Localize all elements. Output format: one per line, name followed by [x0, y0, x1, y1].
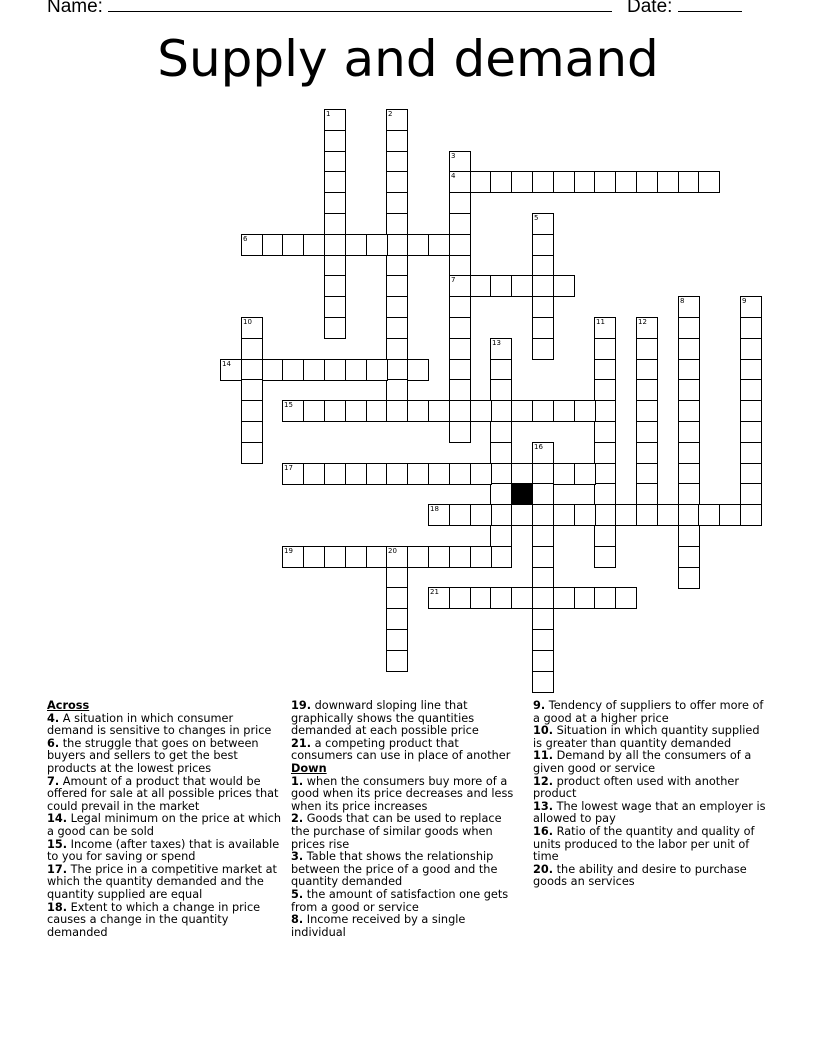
grid-cell[interactable]: [490, 359, 512, 381]
grid-cell[interactable]: [511, 587, 533, 609]
grid-cell[interactable]: [262, 359, 284, 381]
grid-cell[interactable]: [490, 525, 512, 547]
grid-cell[interactable]: [386, 567, 408, 589]
grid-cell[interactable]: [574, 400, 596, 422]
grid-cell[interactable]: [553, 171, 575, 193]
grid-cell[interactable]: [449, 400, 471, 422]
across-heading: Across: [47, 699, 90, 712]
grid-cell[interactable]: [449, 234, 471, 256]
grid-cell[interactable]: [262, 234, 284, 256]
grid-cell[interactable]: [532, 504, 554, 526]
across-clue: 17. The price in a competitive market at which the quantity demanded and the quantity supplied are equal: [47, 862, 277, 901]
grid-cell[interactable]: [532, 234, 554, 256]
grid-cell[interactable]: [490, 379, 512, 401]
grid-cell[interactable]: [386, 379, 408, 401]
grid-cell[interactable]: [740, 483, 762, 505]
grid-cell[interactable]: [636, 400, 658, 422]
grid-cell[interactable]: [678, 400, 700, 422]
grid-cell[interactable]: [657, 504, 679, 526]
black-cell: [511, 483, 533, 505]
grid-cell[interactable]: [386, 130, 408, 152]
clue-number: 2: [388, 110, 393, 118]
grid-cell[interactable]: [324, 275, 346, 297]
grid-cell[interactable]: [678, 525, 700, 547]
grid-cell[interactable]: [532, 338, 554, 360]
grid-cell[interactable]: [490, 442, 512, 464]
grid-cell[interactable]: [532, 650, 554, 672]
grid-cell[interactable]: [532, 567, 554, 589]
grid-cell[interactable]: [678, 421, 700, 443]
grid-cell[interactable]: [740, 359, 762, 381]
grid-cell[interactable]: [719, 504, 741, 526]
grid-cell[interactable]: [532, 400, 554, 422]
grid-cell[interactable]: [470, 400, 492, 422]
grid-cell[interactable]: [241, 359, 263, 381]
grid-cell[interactable]: [678, 463, 700, 485]
down-clue: 13. The lowest wage that an employer is allowed to pay: [533, 799, 766, 826]
grid-cell[interactable]: [470, 275, 492, 297]
across-clue: 19. downward sloping line that graphically shows the quantities demanded at each possible price: [291, 699, 479, 738]
grid-cell[interactable]: [303, 359, 325, 381]
grid-cell[interactable]: [241, 338, 263, 360]
grid-cell[interactable]: [386, 338, 408, 360]
down-heading: Down: [291, 761, 327, 775]
grid-cell[interactable]: [615, 587, 637, 609]
grid-cell[interactable]: [407, 463, 429, 485]
grid-cell[interactable]: [657, 171, 679, 193]
grid-cell[interactable]: [241, 421, 263, 443]
grid-cell[interactable]: [511, 463, 533, 485]
grid-cell[interactable]: [490, 546, 512, 568]
down-clue: 20. the ability and desire to purchase goods an services: [533, 862, 747, 889]
grid-cell[interactable]: [366, 400, 388, 422]
grid-cell[interactable]: [449, 338, 471, 360]
grid-cell[interactable]: [553, 400, 575, 422]
across-clue: 18. Extent to which a change in price causes a change in the quantity demanded: [47, 900, 261, 939]
grid-cell[interactable]: [324, 234, 346, 256]
clue-number: 5: [534, 214, 539, 222]
grid-cell[interactable]: [449, 504, 471, 526]
grid-cell[interactable]: [553, 587, 575, 609]
grid-cell[interactable]: [386, 629, 408, 651]
across-clue: 14. Legal minimum on the price at which a good can be sold: [47, 812, 282, 838]
grid-cell[interactable]: [324, 296, 346, 318]
grid-cell[interactable]: [345, 234, 367, 256]
clue-number: 15: [284, 401, 293, 409]
grid-cell[interactable]: [532, 608, 554, 630]
grid-cell[interactable]: [324, 213, 346, 235]
grid-cell[interactable]: [574, 587, 596, 609]
grid-cell[interactable]: [470, 587, 492, 609]
grid-cell[interactable]: [740, 504, 762, 526]
grid-cell[interactable]: [470, 463, 492, 485]
grid-cell[interactable]: [511, 504, 533, 526]
grid-cell[interactable]: [678, 504, 700, 526]
grid-cell[interactable]: [449, 546, 471, 568]
grid-cell[interactable]: [490, 463, 512, 485]
grid-cell[interactable]: [594, 463, 616, 485]
grid-cell[interactable]: [324, 255, 346, 277]
grid-cell[interactable]: [490, 483, 512, 505]
grid-cell[interactable]: [740, 421, 762, 443]
grid-cell[interactable]: [615, 504, 637, 526]
clues-column-3: [533, 700, 769, 889]
down-clue: 8. Income received by a single individual: [291, 913, 466, 939]
down-clue: 5. the amount of satisfaction one gets from a good or service: [291, 887, 509, 914]
grid-cell[interactable]: [594, 171, 616, 193]
clue-number: 14: [222, 360, 231, 368]
across-clue: 7. Amount of a product that would be offered for sale at all possible prices that could prevail in the market: [47, 774, 279, 813]
page-title: Supply and demand: [157, 30, 659, 88]
clue-number: 6: [243, 235, 248, 243]
grid-cell[interactable]: [740, 338, 762, 360]
grid-cell[interactable]: [449, 192, 471, 214]
grid-cell[interactable]: [532, 275, 554, 297]
grid-cell[interactable]: [449, 421, 471, 443]
grid-cell[interactable]: [241, 442, 263, 464]
grid-cell[interactable]: [345, 546, 367, 568]
grid-cell[interactable]: [428, 463, 450, 485]
down-clue: 2. Goods that can be used to replace the purchase of similar goods when prices rise: [291, 812, 502, 851]
grid-cell[interactable]: [678, 567, 700, 589]
grid-cell[interactable]: [303, 546, 325, 568]
grid-cell[interactable]: [470, 504, 492, 526]
grid-cell[interactable]: [740, 463, 762, 485]
grid-cell[interactable]: [636, 504, 658, 526]
grid-cell[interactable]: [678, 338, 700, 360]
clue-number: 17: [284, 464, 293, 472]
across-clue: 4. A situation in which consumer demand is sensitive to changes in price: [47, 711, 272, 738]
grid-cell[interactable]: [366, 359, 388, 381]
clues-column-1: [47, 700, 283, 939]
grid-cell[interactable]: [386, 213, 408, 235]
grid-cell[interactable]: [553, 275, 575, 297]
grid-cell[interactable]: [636, 338, 658, 360]
grid-cell[interactable]: [574, 171, 596, 193]
grid-cell[interactable]: [386, 234, 408, 256]
grid-cell[interactable]: [532, 546, 554, 568]
grid-cell[interactable]: [615, 171, 637, 193]
grid-cell[interactable]: [594, 379, 616, 401]
grid-cell[interactable]: [490, 504, 512, 526]
grid-cell[interactable]: [594, 338, 616, 360]
grid-cell[interactable]: [490, 421, 512, 443]
grid-cell[interactable]: [386, 650, 408, 672]
grid-cell[interactable]: [366, 463, 388, 485]
grid-cell[interactable]: [678, 317, 700, 339]
grid-cell[interactable]: [282, 234, 304, 256]
grid-cell[interactable]: [636, 171, 658, 193]
grid-cell[interactable]: [532, 587, 554, 609]
grid-cell[interactable]: [678, 171, 700, 193]
clues-column-2: [291, 700, 523, 939]
grid-cell[interactable]: [449, 587, 471, 609]
grid-cell[interactable]: [449, 317, 471, 339]
grid-cell[interactable]: [324, 192, 346, 214]
grid-cell[interactable]: [678, 359, 700, 381]
grid-cell[interactable]: [324, 546, 346, 568]
clue-number: 18: [430, 505, 439, 513]
grid-cell[interactable]: [594, 421, 616, 443]
across-clue: 15. Income (after taxes) that is available to you for saving or spend: [47, 837, 280, 864]
clue-number: 16: [534, 443, 543, 451]
clue-number: 11: [596, 318, 605, 326]
grid-cell[interactable]: [324, 463, 346, 485]
clue-number: 7: [451, 276, 456, 284]
grid-cell[interactable]: [740, 379, 762, 401]
grid-cell[interactable]: [636, 379, 658, 401]
grid-cell[interactable]: [428, 546, 450, 568]
grid-cell[interactable]: [386, 463, 408, 485]
clue-number: 13: [492, 339, 501, 347]
grid-cell[interactable]: [345, 463, 367, 485]
clue-number: 8: [680, 297, 685, 305]
grid-cell[interactable]: [740, 317, 762, 339]
grid-cell[interactable]: [594, 400, 616, 422]
grid-cell[interactable]: [241, 400, 263, 422]
grid-cell[interactable]: [678, 442, 700, 464]
grid-cell[interactable]: [553, 463, 575, 485]
grid-cell[interactable]: [366, 234, 388, 256]
grid-cell[interactable]: [324, 171, 346, 193]
grid-cell[interactable]: [303, 400, 325, 422]
grid-cell[interactable]: [636, 359, 658, 381]
clue-number: 12: [638, 318, 647, 326]
clue-number: 10: [243, 318, 252, 326]
grid-cell[interactable]: [594, 442, 616, 464]
grid-cell[interactable]: [511, 400, 533, 422]
grid-cell[interactable]: [490, 171, 512, 193]
down-clue: 10. Situation in which quantity supplied is greater than quantity demanded: [533, 724, 760, 750]
grid-cell[interactable]: [324, 400, 346, 422]
grid-cell[interactable]: [303, 234, 325, 256]
grid-cell[interactable]: [740, 442, 762, 464]
clue-number: 19: [284, 547, 293, 555]
grid-cell[interactable]: [574, 463, 596, 485]
grid-cell[interactable]: [594, 483, 616, 505]
grid-cell[interactable]: [490, 587, 512, 609]
grid-cell[interactable]: [428, 400, 450, 422]
grid-cell[interactable]: [511, 275, 533, 297]
grid-cell[interactable]: [386, 608, 408, 630]
grid-cell[interactable]: [678, 379, 700, 401]
grid-cell[interactable]: [386, 587, 408, 609]
clue-number: 9: [742, 297, 747, 305]
grid-cell[interactable]: [594, 504, 616, 526]
down-clue: 12. product often used with another product: [533, 774, 739, 801]
grid-cell[interactable]: [740, 400, 762, 422]
grid-cell[interactable]: [386, 359, 408, 381]
grid-cell[interactable]: [698, 171, 720, 193]
clue-number: 4: [451, 172, 456, 180]
grid-cell[interactable]: [698, 504, 720, 526]
grid-cell[interactable]: [303, 463, 325, 485]
grid-cell[interactable]: [594, 546, 616, 568]
grid-cell[interactable]: [574, 504, 596, 526]
grid-cell[interactable]: [532, 296, 554, 318]
clue-number: 20: [388, 547, 397, 555]
grid-cell[interactable]: [407, 359, 429, 381]
grid-cell[interactable]: [449, 296, 471, 318]
grid-cell[interactable]: [490, 400, 512, 422]
grid-cell[interactable]: [345, 400, 367, 422]
grid-cell[interactable]: [532, 671, 554, 693]
grid-cell[interactable]: [594, 587, 616, 609]
grid-cell[interactable]: [449, 213, 471, 235]
grid-cell[interactable]: [532, 483, 554, 505]
grid-cell[interactable]: [553, 504, 575, 526]
grid-cell[interactable]: [511, 171, 533, 193]
grid-cell[interactable]: [449, 359, 471, 381]
clue-number: 21: [430, 588, 439, 596]
grid-cell[interactable]: [386, 192, 408, 214]
grid-cell[interactable]: [449, 255, 471, 277]
grid-cell[interactable]: [532, 629, 554, 651]
grid-cell[interactable]: [636, 463, 658, 485]
grid-cell[interactable]: [324, 317, 346, 339]
down-clue: 9. Tendency of suppliers to offer more of a good at a higher price: [533, 699, 764, 725]
clue-number: 3: [451, 152, 456, 160]
grid-cell[interactable]: [470, 546, 492, 568]
grid-cell[interactable]: [594, 359, 616, 381]
grid-cell[interactable]: [345, 359, 367, 381]
grid-cell[interactable]: [386, 171, 408, 193]
grid-cell[interactable]: [407, 400, 429, 422]
grid-cell[interactable]: [324, 130, 346, 152]
grid-cell[interactable]: [532, 317, 554, 339]
grid-cell[interactable]: [386, 255, 408, 277]
down-clue: 3. Table that shows the relationship between the price of a good and the quantity demanded: [291, 850, 498, 889]
grid-cell[interactable]: [636, 483, 658, 505]
grid-cell[interactable]: [594, 525, 616, 547]
grid-cell[interactable]: [324, 151, 346, 173]
grid-cell[interactable]: [490, 275, 512, 297]
grid-cell[interactable]: [532, 525, 554, 547]
grid-cell[interactable]: [407, 546, 429, 568]
name-label: Name:: [47, 0, 103, 17]
grid-cell[interactable]: [366, 546, 388, 568]
across-clue: 6. the struggle that goes on between buyers and sellers to get the best products at the lowest prices: [47, 736, 259, 775]
grid-cell[interactable]: [636, 421, 658, 443]
grid-cell[interactable]: [386, 275, 408, 297]
grid-cell[interactable]: [407, 234, 429, 256]
grid-cell[interactable]: [428, 234, 450, 256]
grid-cell[interactable]: [241, 379, 263, 401]
grid-cell[interactable]: [532, 463, 554, 485]
grid-cell[interactable]: [282, 359, 304, 381]
date-label: Date:: [627, 0, 673, 17]
grid-cell[interactable]: [386, 296, 408, 318]
grid-cell[interactable]: [678, 546, 700, 568]
grid-cell[interactable]: [470, 171, 492, 193]
grid-cell[interactable]: [449, 379, 471, 401]
down-clue: 1. when the consumers buy more of a good when its price decreases and less when its price increases: [291, 774, 514, 813]
grid-cell[interactable]: [532, 255, 554, 277]
down-clue: 16. Ratio of the quantity and quality of units produced to the labor per unit of time: [533, 824, 755, 864]
grid-cell[interactable]: [386, 151, 408, 173]
clue-number: 1: [326, 110, 331, 118]
grid-cell[interactable]: [449, 463, 471, 485]
grid-cell[interactable]: [386, 317, 408, 339]
grid-cell[interactable]: [324, 359, 346, 381]
grid-cell[interactable]: [386, 400, 408, 422]
grid-cell[interactable]: [678, 483, 700, 505]
down-clue: 11. Demand by all the consumers of a given good or service: [533, 749, 752, 775]
grid-cell[interactable]: [532, 171, 554, 193]
grid-cell[interactable]: [636, 442, 658, 464]
across-clue: 21. a competing product that consumers can use in place of another: [291, 736, 511, 763]
